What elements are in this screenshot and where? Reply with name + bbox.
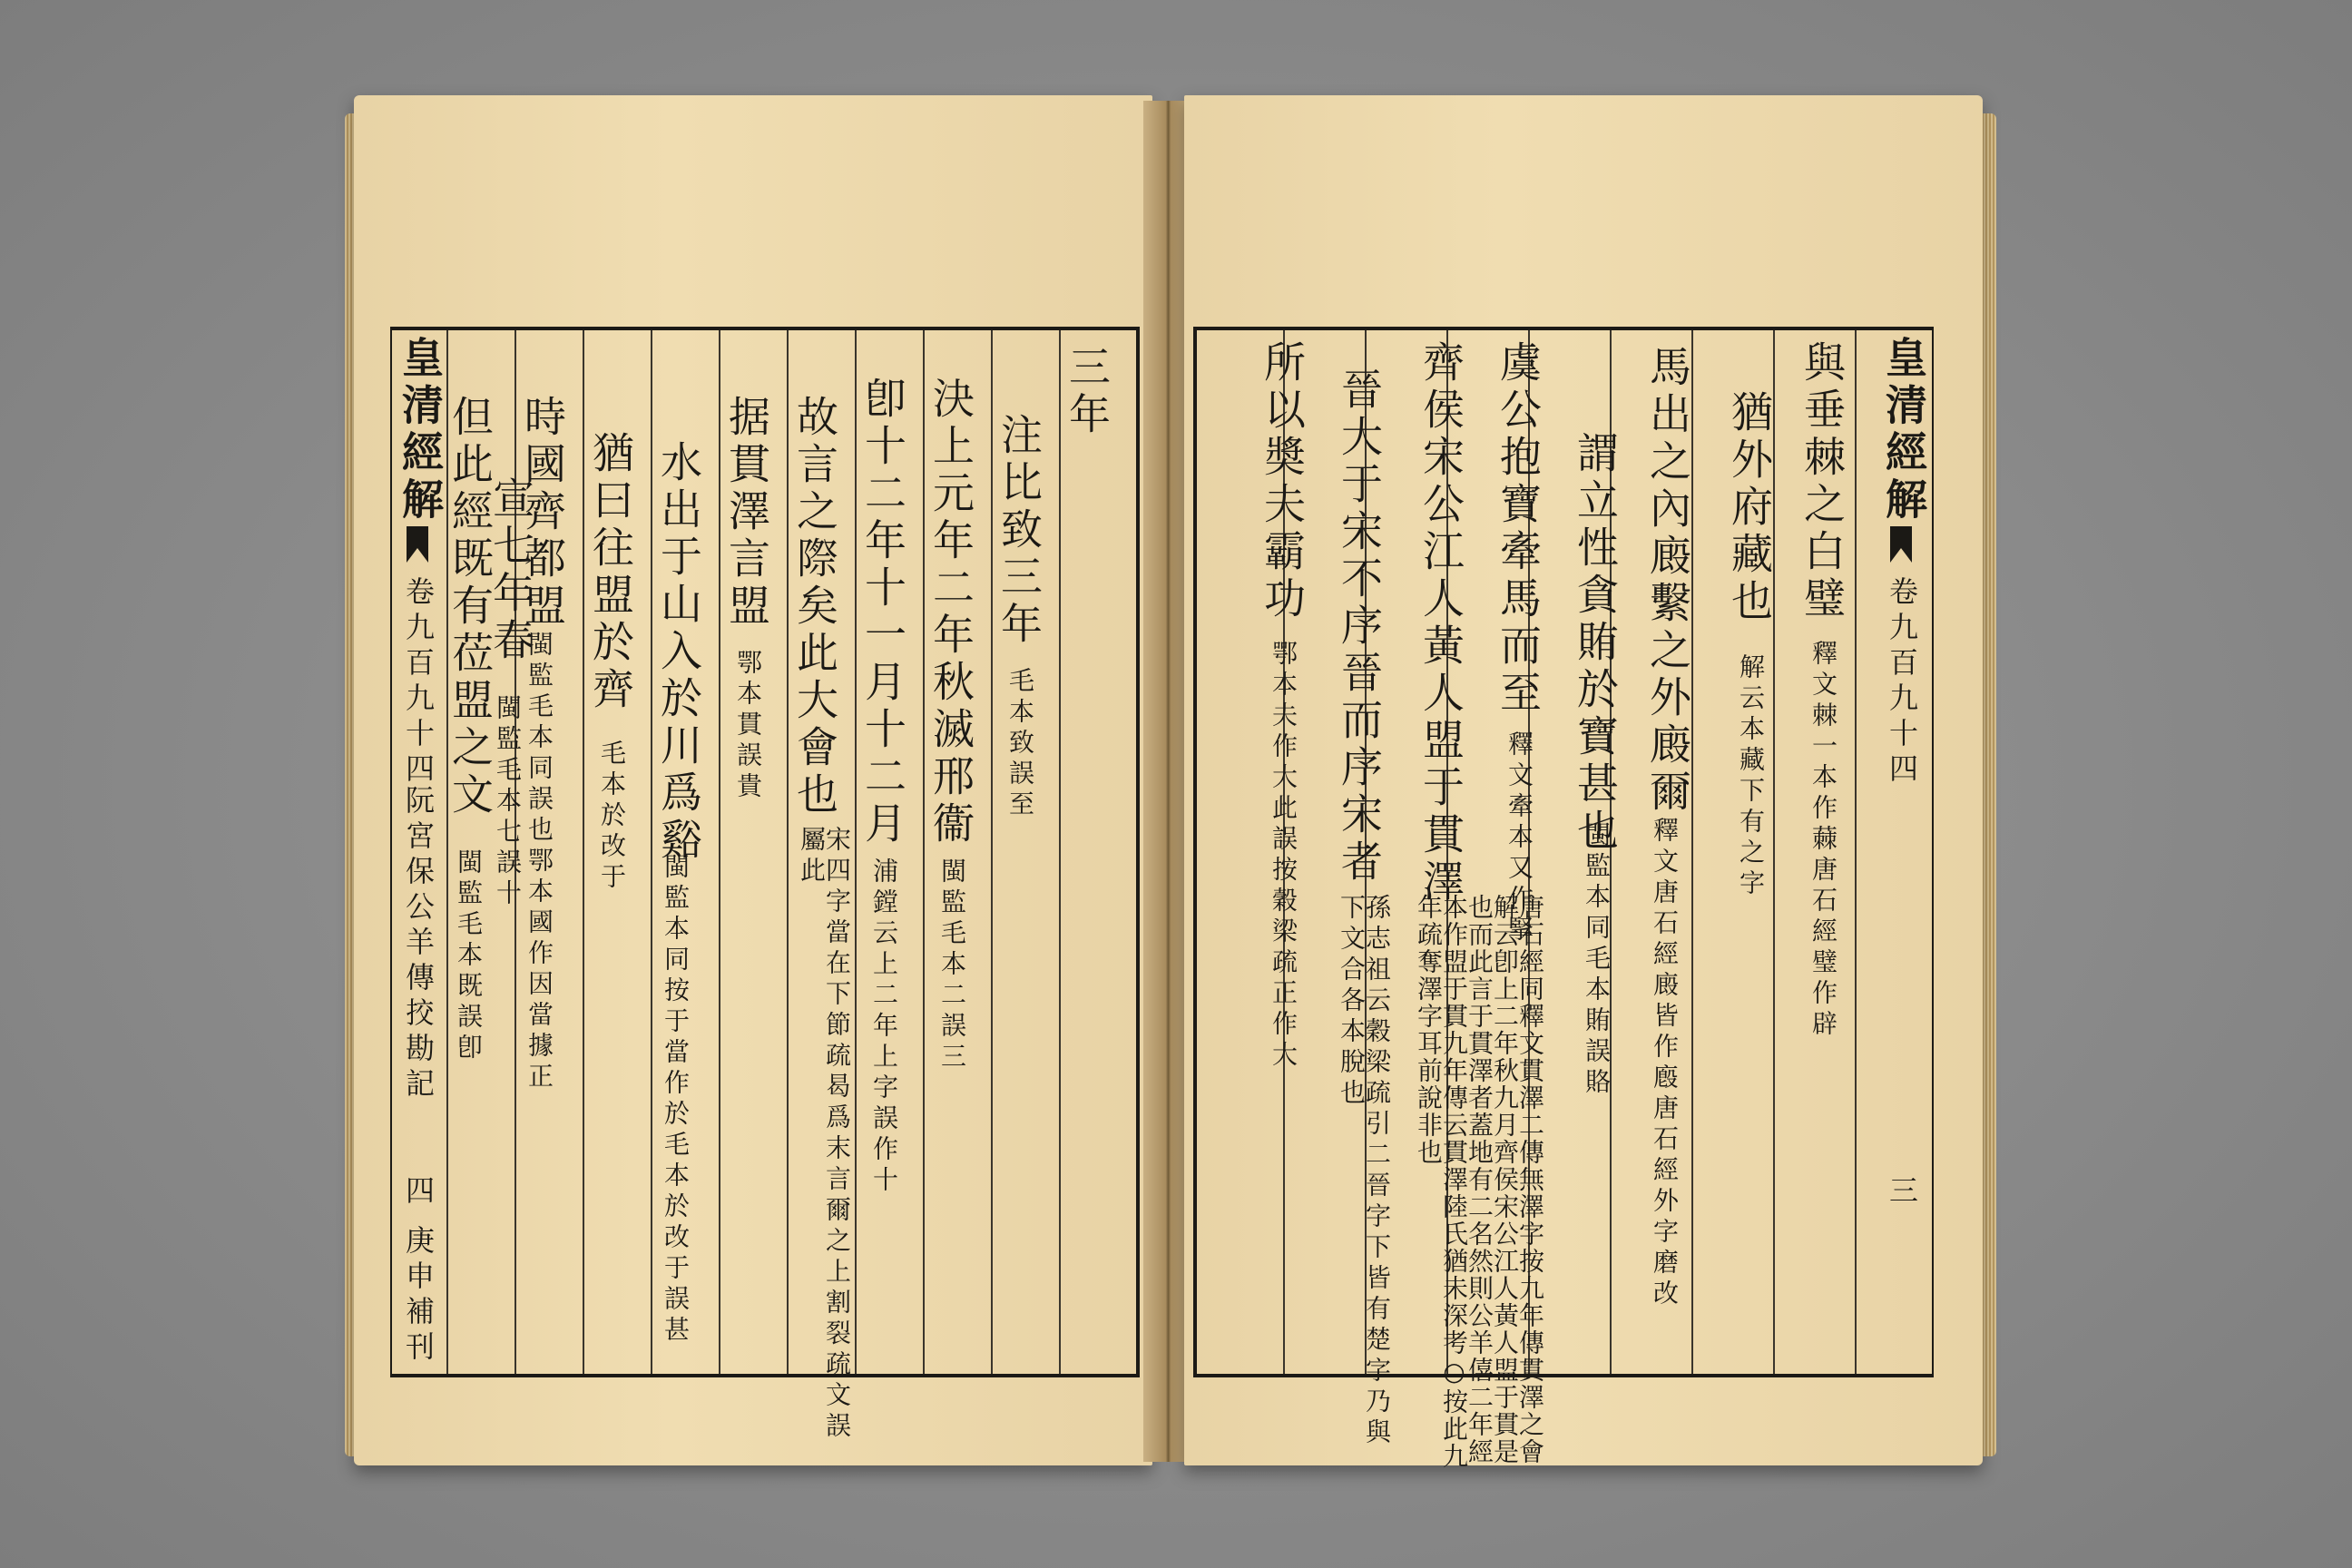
right-page — [1184, 95, 1983, 1470]
main-text: 宣七年春 — [486, 476, 535, 665]
annotation-text: 鄂本夫作大此誤按穀梁疏正作大 — [1269, 640, 1298, 1072]
column-rule — [719, 330, 720, 1374]
annotation-text: 唐石經同釋文貫澤二傳無澤字按九年傳貫澤之會解云卽上二年秋九月齊侯宋公江人黃人盟于貫是也而此言于貫澤者蓋地有二名然則公羊僖二年經本作盟于貫九年傳云貫澤陸氏猶未深考○按此九年疏奪澤字耳前說非也 — [1414, 894, 1545, 1470]
left-page — [354, 95, 1152, 1465]
annotation-text: 浦鏜云上二年上字誤作十 — [869, 858, 899, 1197]
main-text: 時國齊都盟 — [518, 395, 567, 631]
column-rule — [787, 330, 789, 1374]
annotation-text: 毛本致誤至 — [1005, 667, 1035, 821]
annotation-text: 閩監本同按于當作於毛本於改于誤甚 — [661, 853, 691, 1347]
annotation-text: 解云本藏下有之字 — [1736, 653, 1766, 900]
margin-page-number: 四 — [401, 1175, 436, 1210]
main-text: 三年 — [1063, 345, 1112, 439]
annotation-text: 閩監毛本同誤也鄂本國作因當據正 — [524, 631, 554, 1093]
annotation-text: 釋文牽本又作掔 — [1504, 730, 1534, 946]
main-text: 晉大于宋不序晉而序宋者 — [1335, 368, 1384, 887]
column-rule — [1855, 330, 1857, 1374]
main-text: 齊侯宋公江人黃人盟于貫澤 — [1416, 340, 1465, 906]
main-text: 虞公抱寶牽馬而至 — [1494, 340, 1543, 718]
annotation-text: 毛本於改于 — [597, 740, 627, 894]
annotation-text: 閩監毛本二誤三 — [937, 858, 967, 1073]
main-text: 卽十二年十一月十二月 — [858, 377, 907, 848]
annotation-text: 宋四字當在下節疏曷爲末言爾之上割裂疏文誤屬此 — [797, 826, 852, 1443]
margin-volume: 卷九百九十四 — [401, 576, 436, 789]
margin-print-note: 庚申補刊 — [401, 1225, 436, 1367]
main-text: 馬出之內廄繫之外廄爾 — [1643, 345, 1692, 817]
margin-title: 皇清經解 — [396, 336, 445, 524]
annotation-text: 釋文棘一本作蕀唐石經璧作辟 — [1808, 640, 1838, 1041]
annotation-text: 閩監毛本七誤十 — [493, 694, 523, 910]
column-rule — [923, 330, 925, 1374]
main-text: 据貫澤言盟 — [722, 395, 771, 631]
main-text: 謂立性貪賄於寶甚也 — [1571, 431, 1620, 856]
main-text: 決上元年二年秋滅邢衞 — [926, 377, 975, 848]
main-text: 猶外府藏也 — [1725, 390, 1774, 626]
margin-page-number: 三 — [1885, 1175, 1919, 1210]
column-rule — [651, 330, 652, 1374]
main-text: 但此經既有莅盟之文 — [446, 395, 495, 819]
column-rule — [991, 330, 993, 1374]
open-book — [345, 95, 2005, 1475]
margin-volume: 卷九百九十四 — [1885, 576, 1919, 789]
column-rule — [1059, 330, 1061, 1374]
main-text: 與垂棘之白璧 — [1798, 340, 1847, 623]
main-text: 猶曰往盟於齊 — [586, 431, 635, 714]
main-text: 水出于山入於川爲谿 — [654, 440, 703, 865]
annotation-text: 閩監本同毛本賄誤賂 — [1582, 821, 1612, 1099]
margin-source: 阮宮保公羊傳挍勘記 — [401, 785, 436, 1103]
main-text: 故言之際矣此大會也 — [790, 395, 839, 819]
column-rule — [583, 330, 584, 1374]
annotation-text: 孫志祖云穀梁疏引二晉字下皆有楚字乃與下文合各本脫也 — [1337, 894, 1392, 1449]
main-text: 注比致三年 — [995, 413, 1044, 649]
column-rule — [855, 330, 857, 1374]
annotation-text: 鄂本貫誤貴 — [733, 649, 763, 803]
main-text: 所以奬夫霸功 — [1258, 340, 1307, 623]
margin-title: 皇清經解 — [1879, 336, 1928, 524]
annotation-text: 閩監毛本既誤卽 — [454, 848, 484, 1064]
annotation-text: 釋文唐石經廄皆作廏唐石經外字磨改 — [1650, 817, 1680, 1310]
